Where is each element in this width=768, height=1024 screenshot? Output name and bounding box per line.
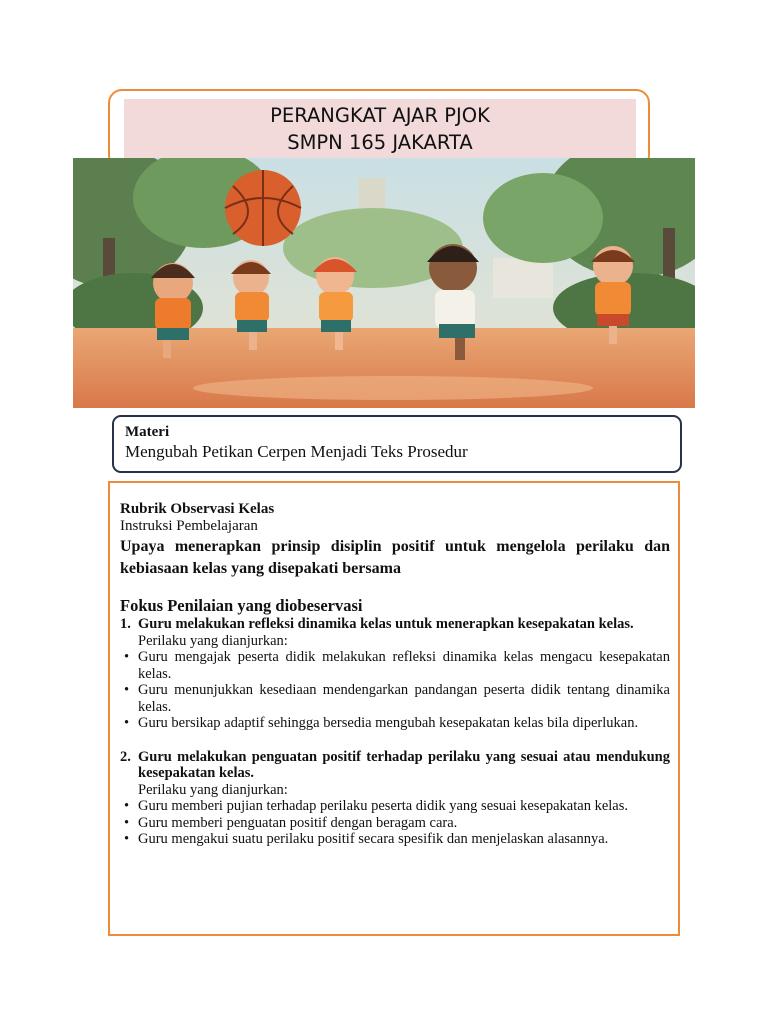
children-playing-basketball-illustration [73, 158, 695, 408]
bullet-text: Guru mengajak peserta didik melakukan refleksi dinamika kelas mengacu kesepakatan kelas. [138, 649, 670, 682]
rubric-subtitle: Instruksi Pembelajaran [120, 518, 258, 534]
bullet-icon: • [124, 715, 130, 731]
item-number: 1. [120, 616, 131, 632]
materi-label: Materi [125, 424, 170, 440]
hero-illustration [73, 158, 695, 408]
item-number: 2. [120, 748, 131, 765]
bullet-icon: • [124, 831, 130, 847]
focus-item [120, 749, 670, 848]
bullet-item [124, 831, 670, 848]
bullet-text: Guru memberi penguatan positif dengan beragam cara. [138, 814, 458, 831]
bullet-icon: • [124, 814, 130, 831]
title-banner [124, 99, 636, 163]
bullet-item [124, 715, 670, 732]
item-heading: Guru melakukan penguatan positif terhadap perilaku yang sesuai atau mendukung kesepakatan kelas. [138, 748, 670, 781]
rubric-content [120, 500, 670, 848]
focus-item [120, 616, 670, 732]
focus-heading: Fokus Penilaian yang diobeservasi [120, 596, 363, 615]
bullet-text: Guru menunjukkan kesediaan mendengarkan pandangan peserta didik tentang dinamika kelas. [138, 682, 670, 715]
bullet-icon: • [124, 798, 130, 814]
spacer [120, 732, 670, 749]
bullet-item [124, 649, 670, 682]
title-line-2: SMPN 165 JAKARTA [287, 131, 473, 154]
rubric-lead: Upaya menerapkan prinsip disiplin positif untuk mengelola perilaku dan kebiasaan kelas yang disepakati bersama [120, 538, 670, 577]
title-box [108, 89, 650, 169]
rubric-title: Rubrik Observasi Kelas [120, 501, 275, 517]
item-subheading: Perilaku yang dianjurkan: [138, 632, 288, 649]
item-heading: Guru melakukan refleksi dinamika kelas untuk menerapkan kesepakatan kelas. [138, 616, 634, 632]
focus-list [120, 616, 670, 848]
materi-box [112, 415, 682, 473]
bullet-list [124, 798, 670, 848]
title-line-1: PERANGKAT AJAR PJOK [270, 104, 490, 127]
bullet-item [124, 798, 670, 815]
bullet-icon: • [124, 649, 130, 665]
materi-value: Mengubah Petikan Cerpen Menjadi Teks Prosedur [125, 442, 468, 461]
bullet-text: Guru bersikap adaptif sehingga bersedia mengubah kesepakatan kelas bila diperlukan. [138, 715, 639, 731]
bullet-text: Guru mengakui suatu perilaku positif secara spesifik dan menjelaskan alasannya. [138, 831, 609, 847]
bullet-item [124, 814, 670, 832]
bullet-icon: • [124, 682, 130, 698]
bullet-list [124, 649, 670, 732]
bullet-item [124, 682, 670, 715]
rubric-box [108, 481, 680, 936]
bullet-text: Guru memberi pujian terhadap perilaku peserta didik yang sesuai kesepakatan kelas. [138, 798, 629, 814]
item-subheading: Perilaku yang dianjurkan: [138, 781, 288, 798]
